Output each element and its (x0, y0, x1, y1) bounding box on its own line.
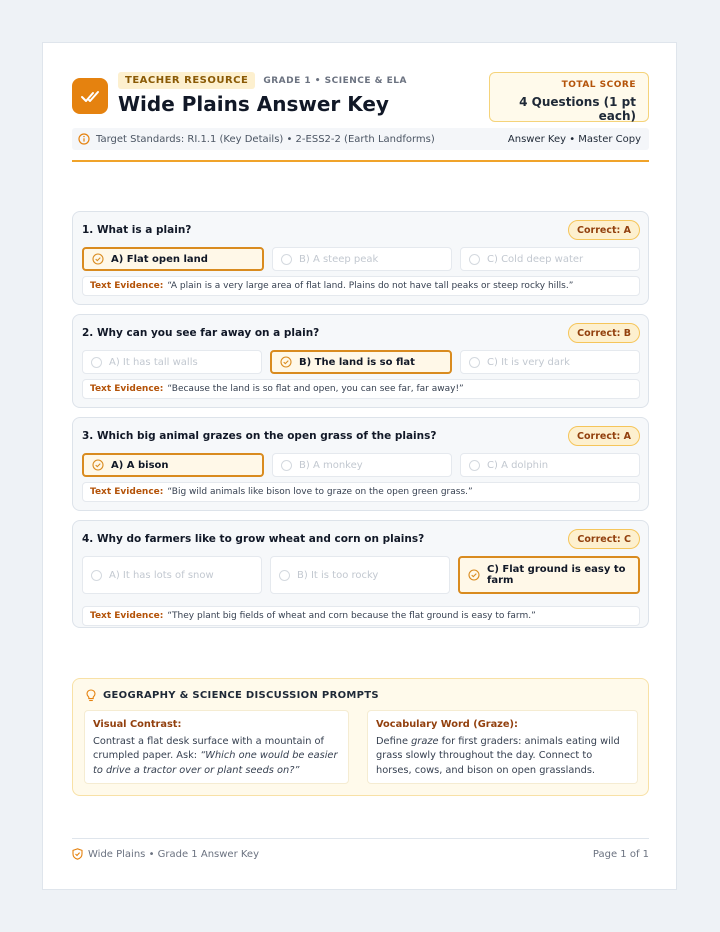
answer-key-label: Answer Key • Master Copy (507, 133, 641, 145)
option-label: A) It has tall walls (109, 356, 198, 368)
footer-divider (72, 838, 649, 839)
option-label: B) A steep peak (299, 253, 379, 265)
question-prompt: 1. What is a plain? (82, 224, 192, 236)
answer-option[interactable] (272, 453, 452, 477)
check-circle-icon (92, 253, 104, 265)
page-number: Page 1 of 1 (592, 848, 649, 860)
vocabulary-term: graze (411, 735, 439, 747)
radio-icon (91, 570, 102, 581)
option-label: C) It is very dark (487, 356, 570, 368)
radio-icon (91, 357, 102, 368)
vocabulary-definition: for first graders: animals eating wild grass slowly throughout the day. Connect to horses, cows, and bison on open grasslands. (376, 735, 620, 776)
evidence-quote: “A plain is a very large area of flat land. Plains do not have tall peaks or steep rocky hills.” (167, 281, 574, 291)
page-title: Wide Plains Answer Key (118, 92, 389, 116)
answer-option[interactable] (272, 247, 452, 271)
evidence-label: Text Evidence: (90, 611, 164, 621)
radio-icon (469, 460, 480, 471)
vocabulary-box (367, 710, 638, 784)
correct-answer-badge: Correct: A (568, 220, 640, 240)
header-chips (118, 72, 407, 89)
answer-key-page (42, 42, 677, 890)
correct-option[interactable] (82, 247, 264, 271)
teacher-resource-badge: TEACHER RESOURCE (118, 72, 255, 89)
shield-check-icon (72, 848, 83, 860)
standards-text: Target Standards: RI.1.1 (Key Details) • 2-ESS2-2 (Earth Landforms) (96, 133, 435, 145)
evidence-label: Text Evidence: (90, 281, 164, 291)
text-evidence (82, 606, 640, 626)
footer (72, 848, 649, 860)
answer-options (82, 350, 640, 374)
correct-answer-badge: Correct: B (568, 323, 640, 343)
option-label: A) It has lots of snow (109, 569, 214, 581)
standards-bar (72, 128, 649, 150)
page-content (72, 72, 649, 860)
text-evidence (82, 276, 640, 296)
double-check-icon (72, 78, 108, 114)
info-icon (78, 133, 90, 145)
question-card (72, 520, 649, 628)
text-evidence (82, 482, 640, 502)
radio-icon (281, 254, 292, 265)
answer-option[interactable] (460, 247, 640, 271)
evidence-quote: “They plant big fields of wheat and corn because the flat ground is easy to farm.” (167, 611, 536, 621)
evidence-label: Text Evidence: (90, 487, 164, 497)
question-card (72, 417, 649, 511)
evidence-label: Text Evidence: (90, 384, 164, 394)
answer-option[interactable] (460, 350, 640, 374)
correct-option[interactable] (458, 556, 640, 594)
answer-option[interactable] (82, 350, 262, 374)
evidence-quote: “Big wild animals like bison love to graze on the open green grass.” (167, 487, 473, 497)
option-label: C) Cold deep water (487, 253, 584, 265)
score-label: TOTAL SCORE (561, 80, 636, 90)
check-circle-icon (280, 356, 292, 368)
footer-left (72, 848, 259, 860)
option-label: B) It is too rocky (297, 569, 379, 581)
option-label: C) Flat ground is easy to farm (487, 564, 626, 586)
check-circle-icon (92, 459, 104, 471)
correct-answer-badge: Correct: C (568, 529, 640, 549)
answer-option[interactable] (460, 453, 640, 477)
radio-icon (281, 460, 292, 471)
visual-contrast-label: Visual Contrast: (93, 719, 182, 730)
grade-subject: GRADE 1 • SCIENCE & ELA (263, 75, 407, 86)
question-prompt: 4. Why do farmers like to grow wheat and corn on plains? (82, 533, 425, 545)
answer-options (82, 247, 640, 271)
option-label: A) A bison (111, 459, 169, 471)
discussion-heading-text: GEOGRAPHY & SCIENCE DISCUSSION PROMPTS (103, 690, 379, 701)
question-card (72, 314, 649, 408)
header-divider (72, 160, 649, 162)
visual-contrast-quote: “Which one would be easier to drive a tractor over or plant seeds on?” (93, 750, 338, 776)
radio-icon (279, 570, 290, 581)
text-evidence (82, 379, 640, 399)
evidence-quote: “Because the land is so flat and open, you can see far, far away!” (167, 384, 464, 394)
header (72, 72, 649, 128)
correct-option[interactable] (82, 453, 264, 477)
vocabulary-label: Vocabulary Word (Graze): (376, 719, 518, 730)
question-prompt: 3. Which big animal grazes on the open grass of the plains? (82, 430, 437, 442)
answer-options (82, 453, 640, 477)
radio-icon (469, 357, 480, 368)
footer-title: Wide Plains • Grade 1 Answer Key (88, 848, 259, 860)
option-label: A) Flat open land (111, 253, 208, 265)
visual-contrast-box (84, 710, 349, 784)
score-value: 4 Questions (1 pt each) (519, 95, 636, 123)
question-prompt: 2. Why can you see far away on a plain? (82, 327, 320, 339)
discussion-prompts (72, 678, 649, 796)
check-circle-icon (468, 569, 480, 581)
correct-answer-badge: Correct: A (568, 426, 640, 446)
visual-contrast-text: Contrast a flat desk surface with a mountain of crumpled paper. Ask: (93, 735, 324, 761)
radio-icon (469, 254, 480, 265)
answer-options (82, 556, 640, 594)
answer-option[interactable] (82, 556, 262, 594)
option-label: B) A monkey (299, 459, 363, 471)
question-card (72, 211, 649, 305)
correct-option[interactable] (270, 350, 452, 374)
option-label: C) A dolphin (487, 459, 549, 471)
option-label: B) The land is so flat (299, 356, 415, 368)
answer-option[interactable] (270, 556, 450, 594)
vocabulary-pre: Define (376, 735, 412, 747)
total-score-box (489, 72, 649, 122)
lightbulb-icon (85, 689, 97, 702)
discussion-heading (85, 689, 379, 702)
